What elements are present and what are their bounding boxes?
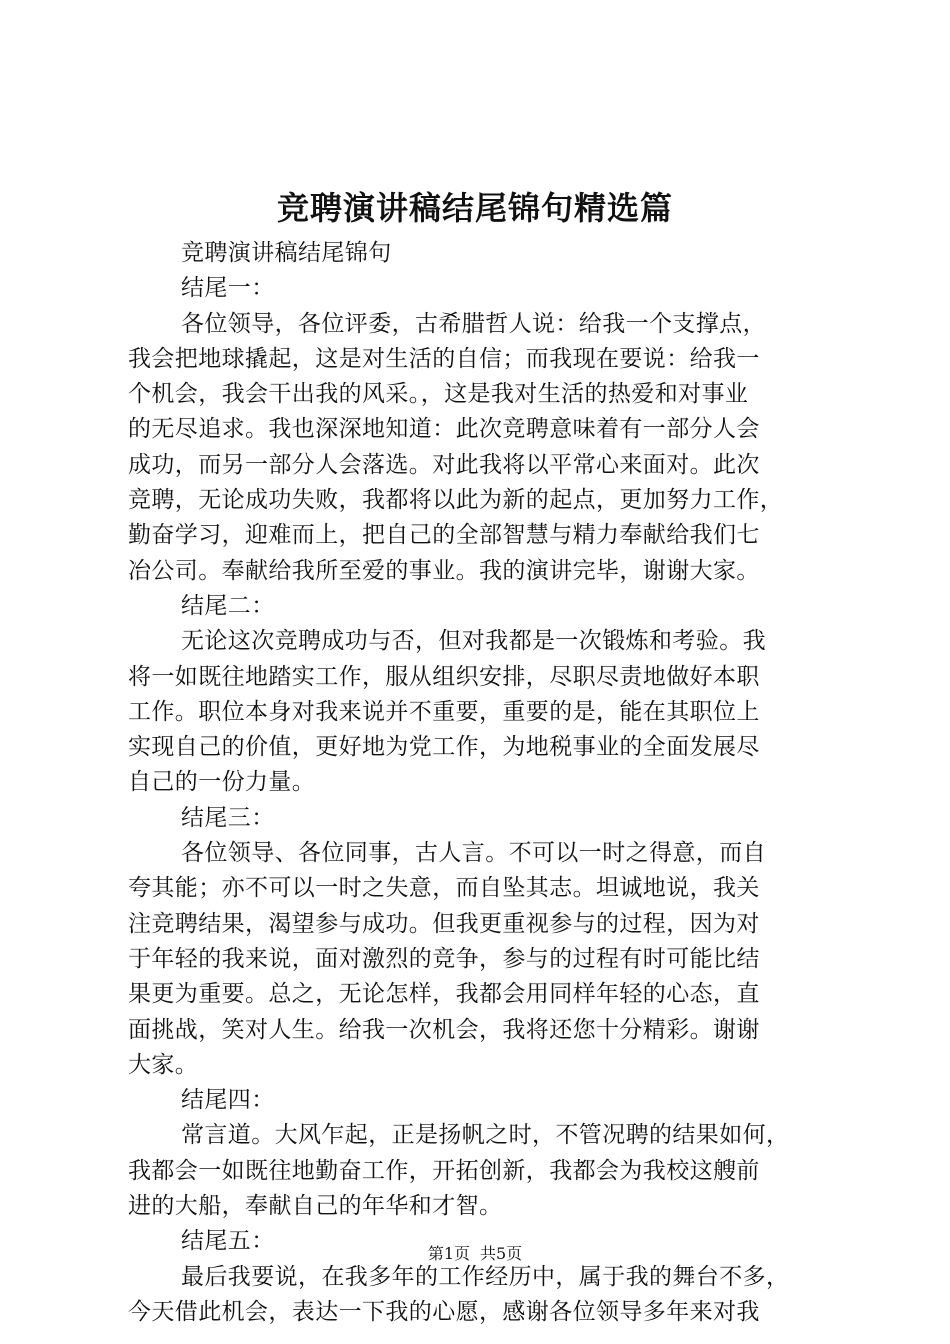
text-line: 将一如既往地踏实工作，服从组织安排，尽职尽责地做好本职 xyxy=(128,663,760,690)
text-line: 工作。职位本身对我来说并不重要，重要的是，能在其职位上 xyxy=(128,698,760,725)
text-line: 结尾五： xyxy=(181,1228,275,1255)
document-title: 竞聘演讲稿结尾锦句精选篇 xyxy=(276,189,673,227)
text-line: 进的大船，奉献自己的年华和才智。 xyxy=(128,1193,503,1220)
text-line: 最后我要说，在我多年的工作经历中，属于我的舞台不多， xyxy=(181,1263,790,1290)
text-line: 今天借此机会，表达一下我的心愿，感谢各位领导多年来对我 xyxy=(128,1298,760,1325)
text-line: 勤奋学习，迎难而上，把自己的全部智慧与精力奉献给我们七 xyxy=(128,522,760,549)
text-line: 结尾四： xyxy=(181,1087,275,1114)
text-line: 夸其能；亦不可以一时之失意，而自坠其志。坦诚地说，我关 xyxy=(128,875,760,902)
page-number: 第1页 xyxy=(427,1244,470,1263)
page-footer xyxy=(0,1243,950,1265)
text-line: 实现自己的价值，更好地为党工作，为地税事业的全面发展尽 xyxy=(128,734,760,761)
text-line: 结尾三： xyxy=(181,804,275,831)
text-line: 结尾一： xyxy=(181,275,275,302)
page-total: 共5页 xyxy=(480,1244,523,1263)
text-line: 自己的一份力量。 xyxy=(128,769,316,796)
document-body xyxy=(128,236,831,1330)
text-line: 竞聘演讲稿结尾锦句 xyxy=(181,240,392,266)
text-line: 无论这次竞聘成功与否，但对我都是一次锻炼和考验。我 xyxy=(181,628,766,655)
text-line: 于年轻的我来说，面对激烈的竞争，参与的过程有时可能比结 xyxy=(128,945,760,972)
text-line: 个机会，我会干出我的风采。，这是我对生活的热爱和对事业 xyxy=(128,381,749,408)
text-line: 结尾二： xyxy=(181,592,275,619)
text-line: 注竞聘结果，渴望参与成功。但我更重视参与的过程，因为对 xyxy=(128,910,760,937)
text-line: 常言道。大风乍起，正是扬帆之时，不管况聘的结果如何， xyxy=(181,1122,790,1149)
text-line: 成功，而另一部分人会落选。对此我将以平常心来面对。此次 xyxy=(128,451,760,478)
text-line: 我会把地球撬起，这是对生活的自信；而我现在要说：给我一 xyxy=(128,345,760,372)
text-line: 冶公司。奉献给我所至爱的事业。我的演讲完毕，谢谢大家。 xyxy=(128,557,760,584)
text-line: 各位领导、各位同事，古人言。不可以一时之得意，而自 xyxy=(181,840,766,867)
text-line: 竞聘，无论成功失败，我都将以此为新的起点，更加努力工作， xyxy=(128,487,784,514)
text-line: 我都会一如既往地勤奋工作，开拓创新，我都会为我校这艘前 xyxy=(128,1157,760,1184)
text-line: 各位领导，各位评委，古希腊哲人说：给我一个支撑点， xyxy=(181,310,766,337)
text-line: 大家。 xyxy=(128,1051,199,1078)
text-line: 面挑战，笑对人生。给我一次机会，我将还您十分精彩。谢谢 xyxy=(128,1016,760,1043)
text-line: 的无尽追求。我也深深地知道：此次竞聘意味着有一部分人会 xyxy=(128,416,760,443)
text-line: 果更为重要。总之，无论怎样，我都会用同样年轻的心态，直 xyxy=(128,981,760,1008)
